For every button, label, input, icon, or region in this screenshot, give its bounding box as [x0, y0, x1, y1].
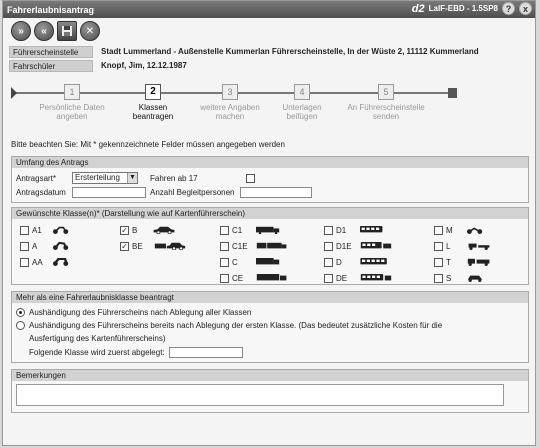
- klassen-section-title: Gewünschte Klasse(n)* (Darstellung wie auf Kartenführerschein): [12, 208, 528, 219]
- bus-trailer-icon: [356, 242, 396, 250]
- folgende-klasse-label: Folgende Klasse wird zuerst abgelegt:: [29, 347, 165, 357]
- class-t[interactable]: [434, 256, 494, 268]
- class-a-checkbox[interactable]: [20, 242, 29, 251]
- truck-trailer-icon: [252, 274, 292, 282]
- step-1-label: Persönliche Daten angeben: [39, 103, 105, 121]
- application-window: [2, 0, 536, 446]
- class-c1-checkbox[interactable]: [220, 226, 229, 235]
- option-all-classes-label: Aushändigung des Führerscheins nach Ablegung aller Klassen: [29, 308, 252, 317]
- umfang-section-title: Umfang des Antrags: [12, 157, 528, 168]
- class-t-checkbox[interactable]: [434, 258, 443, 267]
- car-icon: [150, 226, 178, 234]
- class-l-label: L: [446, 241, 451, 251]
- class-d[interactable]: [324, 256, 392, 268]
- class-a1-label: A1: [32, 225, 42, 235]
- klassen-section: [11, 207, 529, 285]
- class-d1[interactable]: [324, 224, 388, 236]
- step-4-label: Unterlagen beifügen: [282, 103, 322, 121]
- fahrschueler-label: Fahrschüler: [9, 60, 93, 72]
- class-ce[interactable]: [220, 272, 292, 284]
- step-5-number: 5: [378, 84, 394, 100]
- step-5-label: An Führerscheinstelle senden: [347, 103, 425, 121]
- class-c1e[interactable]: [220, 240, 292, 252]
- class-aa-checkbox[interactable]: [20, 258, 29, 267]
- class-d1-label: D1: [336, 225, 347, 235]
- antragsdatum-label: Antragsdatum: [16, 187, 66, 197]
- mehr-section-title: Mehr als eine Fahrerlaubnisklasse beantragt: [12, 292, 528, 303]
- truck-trailer-icon: [252, 242, 292, 250]
- class-s[interactable]: [434, 272, 486, 284]
- quad-icon: [464, 274, 486, 282]
- step-2-number: 2: [145, 84, 161, 100]
- toolbar: [3, 18, 535, 44]
- bemerkungen-textarea[interactable]: [16, 384, 504, 406]
- help-icon[interactable]: ?: [502, 2, 515, 15]
- class-s-label: S: [446, 273, 452, 283]
- class-s-checkbox[interactable]: [434, 274, 443, 283]
- class-a1-checkbox[interactable]: [20, 226, 29, 235]
- step-1-number: 1: [64, 84, 80, 100]
- step-3-number: 3: [222, 84, 238, 100]
- back-icon[interactable]: «: [34, 21, 54, 41]
- fahrschueler-value: Knopf, Jim, 12.12.1987: [101, 61, 187, 70]
- begleitpersonen-input[interactable]: [240, 187, 312, 198]
- window-title: Fahrerlaubnisantrag: [7, 4, 95, 15]
- step-5[interactable]: [336, 84, 436, 121]
- class-b[interactable]: [120, 224, 178, 236]
- save-icon[interactable]: [57, 21, 77, 41]
- class-b-checkbox[interactable]: ✓: [121, 225, 128, 235]
- steps-start-arrow: [11, 87, 17, 99]
- motorcycle-icon: [50, 258, 72, 266]
- class-m[interactable]: [434, 224, 486, 236]
- option-first-class-label-cont: Ausfertigung des Kartenführerscheins): [29, 334, 166, 343]
- fahrschueler-row: [9, 59, 529, 72]
- class-a-label: A: [32, 241, 38, 251]
- folgende-klasse-input[interactable]: [169, 347, 243, 358]
- moped-icon: [464, 226, 486, 234]
- fuehrerscheinstelle-row: [9, 45, 529, 58]
- step-3-label: weitere Angaben machen: [200, 103, 260, 121]
- cancel-icon[interactable]: ✕: [80, 21, 100, 41]
- class-aa[interactable]: [20, 256, 72, 268]
- truck-icon: [252, 226, 284, 234]
- d2-logo: d2: [411, 2, 425, 15]
- class-d1-checkbox[interactable]: [324, 226, 333, 235]
- class-d1e[interactable]: [324, 240, 396, 252]
- steps-end-marker: [448, 88, 457, 98]
- class-be-checkbox[interactable]: ✓: [121, 241, 128, 251]
- close-icon[interactable]: x: [519, 2, 532, 15]
- class-t-label: T: [446, 257, 451, 267]
- option-all-classes-radio[interactable]: [16, 308, 25, 317]
- class-d1e-label: D1E: [336, 241, 352, 251]
- class-c[interactable]: [220, 256, 284, 268]
- forward-icon[interactable]: »: [11, 21, 31, 41]
- class-m-checkbox[interactable]: [434, 226, 443, 235]
- class-de-checkbox[interactable]: [324, 274, 333, 283]
- class-d-checkbox[interactable]: [324, 258, 333, 267]
- step-4-number: 4: [294, 84, 310, 100]
- class-be[interactable]: [120, 240, 190, 252]
- class-c1[interactable]: [220, 224, 284, 236]
- class-l-checkbox[interactable]: [434, 242, 443, 251]
- tractor-icon: [464, 242, 494, 250]
- class-c1e-checkbox[interactable]: [220, 242, 229, 251]
- class-m-label: M: [446, 225, 453, 235]
- class-de[interactable]: [324, 272, 396, 284]
- truck-icon: [252, 258, 284, 266]
- fahren-ab-17-label: Fahren ab 17: [150, 173, 198, 183]
- app-version: LaIF-EBD - 1.5SP8: [428, 4, 498, 13]
- step-2-label: Klassen beantragen: [132, 103, 174, 121]
- antragsdatum-input[interactable]: [72, 187, 146, 198]
- fahren-ab-17-checkbox[interactable]: [246, 174, 255, 183]
- fuehrerscheinstelle-value: Stadt Lummerland - Außenstelle Kummerlan Führerscheinstelle, In der Wüste 2, 11112 Kummerland: [101, 47, 479, 56]
- option-first-class-label: Aushändigung des Führerscheins bereits nach Ablegung der ersten Klasse. (Das bedeutet zusätzliche Kosten für die: [29, 321, 443, 330]
- motorcycle-icon: [50, 242, 72, 250]
- class-ce-label: CE: [232, 273, 244, 283]
- mehr-section: [11, 291, 529, 363]
- option-first-class-radio[interactable]: [16, 321, 25, 330]
- class-d1e-checkbox[interactable]: [324, 242, 333, 251]
- class-c1e-label: C1E: [232, 241, 248, 251]
- class-b-label: B: [132, 225, 138, 235]
- class-c1-label: C1: [232, 225, 243, 235]
- class-ce-checkbox[interactable]: [220, 274, 229, 283]
- title-bar-right: [412, 2, 532, 15]
- tractor-trailer-icon: [464, 258, 494, 266]
- class-a[interactable]: [20, 240, 72, 252]
- umfang-section: [11, 156, 529, 203]
- bemerkungen-section: [11, 369, 529, 413]
- chevron-down-icon: ▼: [127, 173, 137, 183]
- floppy-disk-icon: [61, 25, 73, 37]
- bus-icon: [356, 258, 392, 266]
- class-d-label: D: [336, 257, 342, 267]
- car-trailer-icon: [150, 242, 190, 250]
- fuehrerscheinstelle-label: Führerscheinstelle: [9, 46, 93, 58]
- motorcycle-icon: [50, 226, 72, 234]
- title-bar: [3, 1, 535, 18]
- bus-icon: [356, 226, 388, 234]
- class-de-label: DE: [336, 273, 348, 283]
- bemerkungen-section-title: Bemerkungen: [12, 370, 528, 381]
- class-c-checkbox[interactable]: [220, 258, 229, 267]
- antragsart-select[interactable]: [72, 172, 138, 184]
- class-a1[interactable]: [20, 224, 72, 236]
- required-fields-notice: Bitte beachten Sie: Mit * gekennzeichnete Felder müssen angegeben werden: [11, 140, 285, 149]
- bus-trailer-icon: [356, 274, 396, 282]
- wizard-steps: [3, 76, 535, 134]
- antragsart-label: Antragsart*: [16, 173, 57, 183]
- klassen-grid: [16, 222, 524, 282]
- class-aa-label: AA: [32, 257, 43, 267]
- begleitpersonen-label: Anzahl Begleitpersonen: [150, 187, 235, 197]
- class-c-label: C: [232, 257, 238, 267]
- class-l[interactable]: [434, 240, 494, 252]
- class-be-label: BE: [132, 241, 143, 251]
- antragsart-value: Ersterteilung: [75, 173, 120, 182]
